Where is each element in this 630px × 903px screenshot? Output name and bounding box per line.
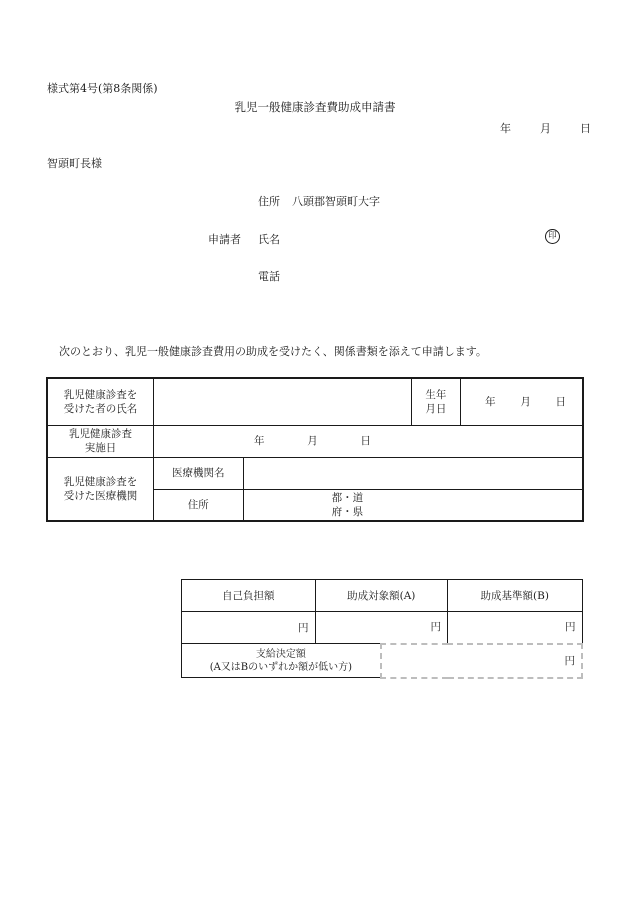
examinee-name-field[interactable]: [154, 378, 412, 425]
phone-label: 電話: [258, 270, 280, 283]
institution-label-line1: 乳児健康診査を: [63, 475, 138, 488]
prefecture-label-line1: 都・道: [331, 491, 364, 504]
subsidy-standard-header: 助成基準額(B): [448, 580, 583, 612]
decision-label-line1: 支給決定額: [255, 648, 306, 660]
institution-name-header: 医療機関名: [154, 457, 244, 489]
seal-mark: 印: [545, 229, 560, 244]
examinee-name-header: [47, 378, 154, 425]
application-date: [500, 120, 591, 136]
exam-date-label-line2: 実施日: [84, 442, 117, 454]
addressee: 智頭町長様: [47, 157, 102, 170]
examinee-name-label-line1: 乳児健康診査を: [63, 388, 138, 401]
table-row: [182, 644, 583, 678]
examinee-name-label-line2: 受けた者の氏名: [63, 402, 138, 415]
birth-month-label: 月: [520, 395, 531, 408]
address-value[interactable]: 八頭郡智頭町大字: [292, 195, 380, 208]
subsidy-target-header: 助成対象額(A): [315, 580, 448, 612]
prefecture-label-line2: 府・県: [331, 505, 364, 518]
yen-unit: 円: [298, 621, 309, 634]
address-label: 住所: [258, 195, 280, 208]
exam-date-field[interactable]: [154, 425, 584, 457]
exam-date-label-line1: 乳児健康診査: [69, 428, 132, 440]
institution-name-field[interactable]: [243, 457, 583, 489]
application-details-table: [46, 377, 584, 522]
decision-amount-header: [182, 644, 381, 678]
birth-day-label: 日: [555, 395, 566, 408]
application-statement: 次のとおり、乳児一般健康診査費用の助成を受けたく、関係書類を添えて申請します。: [59, 345, 487, 358]
document-title: 乳児一般健康診査費助成申請書: [234, 100, 396, 114]
birth-year-label: 年: [485, 395, 496, 408]
exam-year-label: 年: [254, 435, 265, 447]
exam-month-label: 月: [307, 435, 318, 447]
yen-unit: 円: [564, 654, 575, 667]
subsidy-standard-amount-field[interactable]: [448, 612, 583, 644]
decision-amount-field[interactable]: [381, 644, 582, 678]
table-row: [47, 457, 583, 489]
table-row: [182, 612, 583, 644]
form-number: 様式第4号(第8条関係): [47, 82, 158, 95]
birthdate-label-line2: 月日: [425, 402, 447, 415]
institution-address-field[interactable]: [243, 489, 583, 521]
institution-label-line2: 受けた医療機関: [63, 489, 138, 502]
applicant-label: 申請者: [208, 233, 241, 246]
decision-label-line2: (A又はBのいずれか額が低い方): [209, 661, 353, 673]
exam-day-label: 日: [360, 435, 371, 447]
institution-address-header: 住所: [154, 489, 244, 521]
table-row: [47, 425, 583, 457]
self-pay-header: 自己負担額: [182, 580, 316, 612]
name-label: 氏名: [258, 233, 280, 246]
self-pay-amount-field[interactable]: [182, 612, 316, 644]
yen-unit: 円: [430, 621, 441, 634]
yen-unit: 円: [565, 621, 576, 634]
institution-header: [47, 457, 154, 521]
date-month-label: 月: [540, 122, 551, 135]
birthdate-header: [411, 378, 460, 425]
table-row: [182, 580, 583, 612]
date-year-label: 年: [500, 122, 511, 135]
subsidy-target-amount-field[interactable]: [315, 612, 448, 644]
birthdate-label-line1: 生年: [425, 388, 447, 401]
amount-table: [181, 579, 583, 679]
table-row: [47, 378, 583, 425]
birthdate-field[interactable]: [460, 378, 583, 425]
date-day-label: 日: [580, 122, 591, 135]
exam-date-header: [47, 425, 154, 457]
